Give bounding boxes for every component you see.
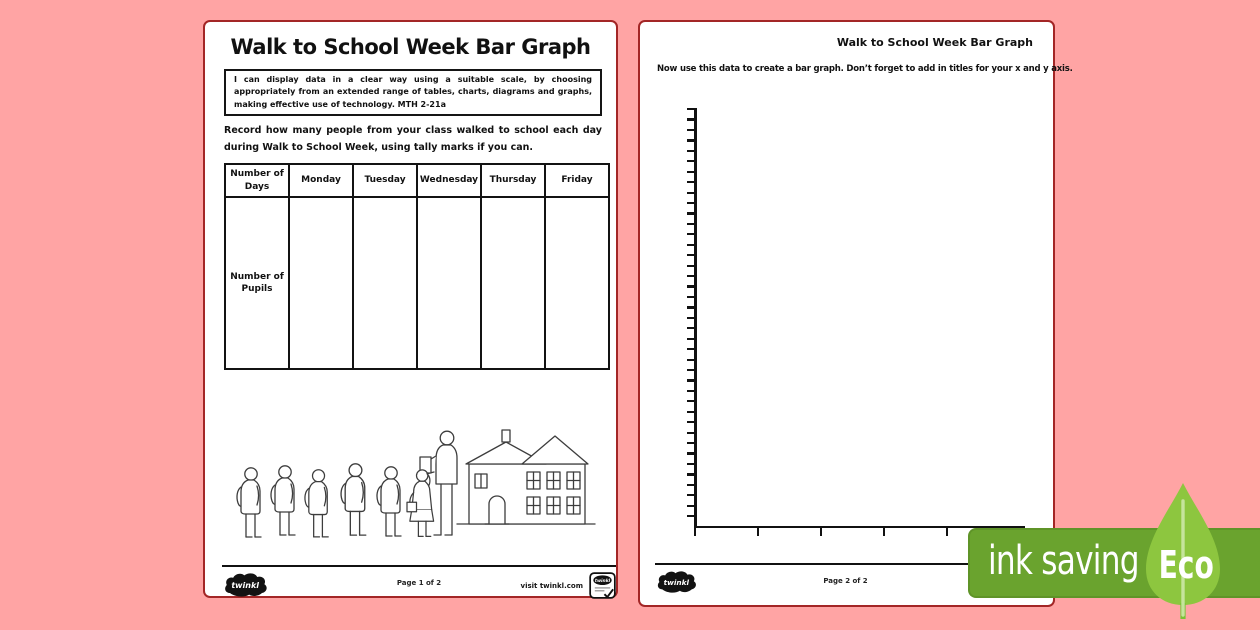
ink-saving-label: ink saving (988, 538, 1139, 584)
page2-instruction: Now use this data to create a bar graph. Don’t forget to add in titles for your x and y axis. (657, 64, 1073, 74)
page-title: Walk to School Week Bar Graph (230, 35, 591, 59)
children-queue-illustration (223, 402, 603, 556)
table-row-label: Number of Pupils (225, 197, 289, 369)
table-header-friday: Friday (545, 164, 609, 197)
table-empty-cell (353, 197, 417, 369)
blank-bar-graph (687, 108, 1032, 538)
table-empty-cell (417, 197, 481, 369)
table-header-thursday: Thursday (481, 164, 545, 197)
page2-header-title: Walk to School Week Bar Graph (836, 36, 1033, 49)
table-empty-cell (481, 197, 545, 369)
eco-label: Eco (1158, 543, 1214, 587)
girl-figure (407, 470, 434, 537)
school-building (457, 430, 595, 524)
badge-logo-text: twinkl (594, 578, 611, 584)
table-empty-cell (545, 197, 609, 369)
twinkl-logo-text: twinkl (231, 581, 260, 591)
instruction-text: Record how many people from your class walked to school each day during Walk to School Week, using tally marks if you can. (224, 125, 602, 153)
table-header-monday: Monday (289, 164, 353, 197)
page-number: Page 1 of 2 (396, 579, 442, 587)
table-empty-cell (289, 197, 353, 369)
worksheet-page-1 (203, 20, 618, 598)
visit-twinkl-link[interactable]: visit twinkl.com (520, 581, 583, 590)
page1-footer (222, 565, 616, 599)
table-header-wednesday: Wednesday (417, 164, 481, 197)
twinkl-logo-text: twinkl (663, 577, 689, 587)
table-corner-header: Number of Days (225, 164, 289, 197)
table-header-tuesday: Tuesday (353, 164, 417, 197)
learning-objective-box: I can display data in a clear way using a suitable scale, by choosing appropriately from an extended range of tables, charts, diagrams and graphs, making effective use of technology. MTH 2-21a (224, 69, 602, 116)
page-number: Page 2 of 2 (823, 577, 868, 585)
tally-table (224, 163, 610, 370)
table-header-row (225, 164, 609, 197)
y-axis-line (694, 108, 697, 528)
table-body-row (225, 197, 609, 369)
